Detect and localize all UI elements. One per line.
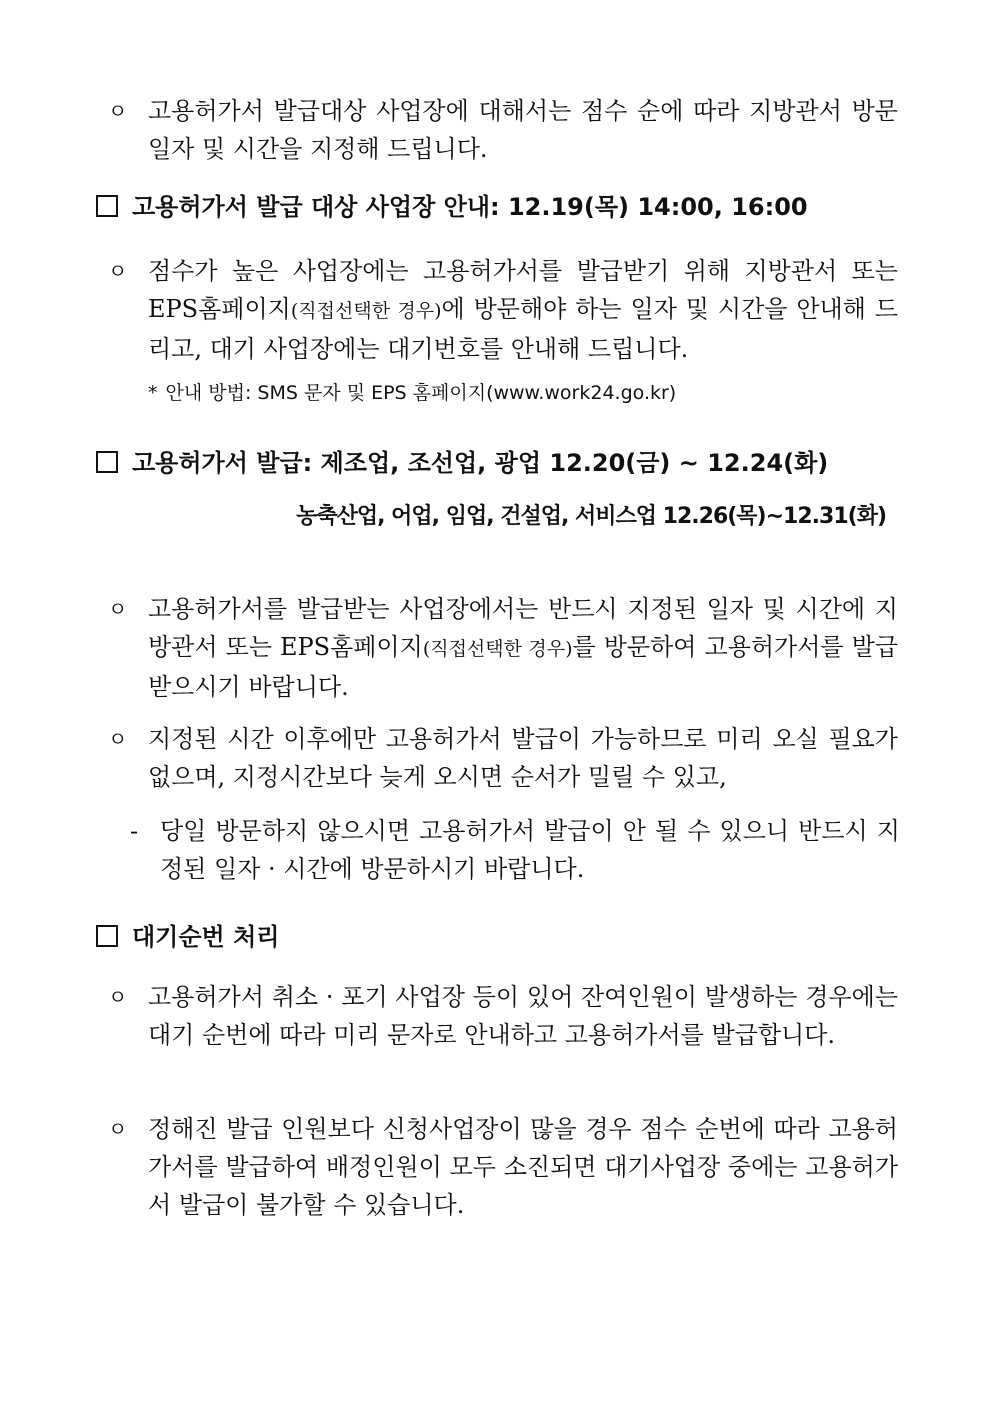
heading-text: 대기순번 처리	[132, 923, 280, 951]
circle-bullet-icon: ㅇ	[108, 99, 128, 123]
circle-bullet-icon: ㅇ	[108, 985, 128, 1009]
intro-bullet	[108, 92, 898, 168]
bullet-text-part: 를 방문하여 고용허가서를 발급 받으시기 바랍니다.	[148, 633, 898, 701]
section-heading-issuance	[96, 446, 896, 480]
section2-bullet-1	[108, 590, 898, 706]
checkbox-square-icon	[96, 925, 118, 947]
checkbox-square-icon	[96, 195, 118, 217]
bullet-text-part: 점수가 높은 사업장에는 고용허가서를 발급받기 위해 지방관서 또는 EPS홈페이지	[148, 257, 898, 323]
dash-text: 당일 방문하지 않으시면 고용허가서 발급이 안 될 수 있으니 반드시 지정된 일자 · 시간에 방문하시기 바랍니다.	[160, 817, 900, 883]
circle-bullet-icon: ㅇ	[108, 597, 128, 621]
circle-bullet-icon: ㅇ	[108, 1117, 128, 1141]
section3-bullet-1	[108, 978, 898, 1054]
section-heading-issuance-line2: 농축산업, 어업, 임업, 건설업, 서비스업 12.26(목)~12.31(화)	[296, 504, 886, 529]
heading-text: 고용허가서 발급: 제조업, 조선업, 광업 12.20(금) ~ 12.24(화)	[132, 449, 829, 477]
asterisk-icon: *	[148, 382, 158, 404]
bullet-text	[148, 252, 898, 368]
bullet-text: 고용허가서 취소 · 포기 사업장 등이 있어 잔여인원이 발생하는 경우에는 대기 순번에 따라 미리 문자로 안내하고 고용허가서를 발급합니다.	[148, 983, 898, 1049]
bullet-text-small: (직접선택한 경우)	[422, 638, 573, 660]
section1-bullet	[108, 252, 898, 368]
dash-bullet-icon: -	[130, 817, 139, 845]
section2-dash-item	[130, 812, 900, 888]
bullet-text: 지정된 시간 이후에만 고용허가서 발급이 가능하므로 미리 오실 필요가 없으며, 지정시간보다 늦게 오시면 순서가 밀릴 수 있고,	[148, 725, 898, 791]
bullet-text	[148, 590, 898, 706]
bullet-text-part: 에 방문해야 하는 일자 및 시간을 안내해 드리고, 대기 사업장에는 대기번호를 안내해 드립니다.	[148, 295, 899, 363]
checkbox-square-icon	[96, 451, 118, 473]
bullet-text-small: (직접선택한 경우)	[290, 300, 442, 322]
circle-bullet-icon: ㅇ	[108, 727, 128, 751]
section2-bullet-2	[108, 720, 898, 796]
notice-method-note	[148, 378, 908, 408]
bullet-text-part: 고용허가서를 발급받는 사업장에서는 반드시 지정된 일자 및 시간에 지방관서 또는 EPS홈페이지	[148, 595, 898, 661]
circle-bullet-icon: ㅇ	[108, 259, 128, 283]
bullet-text: 정해진 발급 인원보다 신청사업장이 많을 경우 점수 순번에 따라 고용허가서를 발급하여 배정인원이 모두 소진되면 대기사업장 중에는 고용허가서 발급이 불가할 수 있습니다.	[148, 1115, 898, 1219]
section-heading-waitlist	[96, 920, 896, 954]
heading-text: 고용허가서 발급 대상 사업장 안내: 12.19(목) 14:00, 16:00	[132, 193, 808, 221]
section-heading-issue-target	[96, 190, 896, 224]
note-text: 안내 방법: SMS 문자 및 EPS 홈페이지(www.work24.go.kr)	[165, 382, 677, 404]
bullet-text: 고용허가서 발급대상 사업장에 대해서는 점수 순에 따라 지방관서 방문 일자 및 시간을 지정해 드립니다.	[148, 97, 898, 163]
section3-bullet-2	[108, 1110, 898, 1224]
